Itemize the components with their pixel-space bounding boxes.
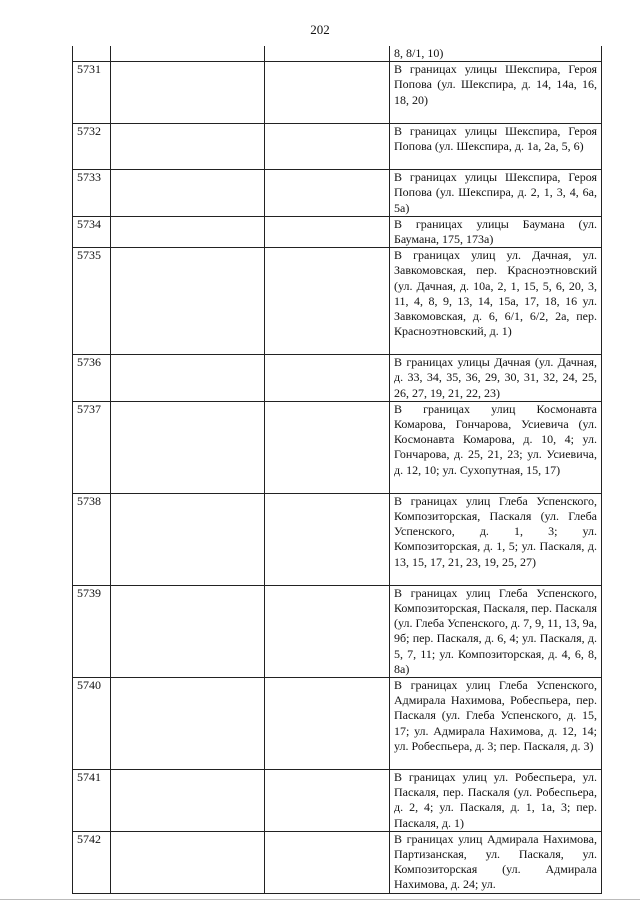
- empty-cell: [265, 401, 390, 493]
- row-description: В границах улиц ул. Робеспьера, ул. Паскаля, пер. Паскаля (ул. Робеспьера, д. 2, 4; ул. Паскаля, д. 1, 1а, 3; пер. Паскаля, д. 1): [390, 770, 602, 832]
- empty-cell: [265, 585, 390, 677]
- table-row: [73, 170, 602, 217]
- empty-cell: [265, 124, 390, 170]
- page-number: 202: [310, 22, 330, 37]
- empty-cell: [111, 493, 265, 585]
- row-description: В границах улиц Глеба Успенского, Адмирала Нахимова, Робеспьера, пер. Паскаля (ул. Глеба Успенского, д. 15, 17; ул. Адмирала Нахимова, д. 12, 14; ул. Робеспьера, д. 3; пер. Паскаля, д. 3): [390, 678, 602, 770]
- row-number: 5734: [73, 216, 111, 247]
- table-row: [73, 770, 602, 832]
- empty-cell: [111, 831, 265, 893]
- empty-cell: [111, 401, 265, 493]
- empty-cell: [111, 124, 265, 170]
- row-number: 5732: [73, 124, 111, 170]
- empty-cell: [111, 248, 265, 355]
- empty-cell: [265, 62, 390, 124]
- table-row: [73, 46, 602, 62]
- row-description: 8, 8/1, 10): [390, 46, 602, 62]
- row-description: В границах улицы Шекспира, Героя Попова (ул. Шекспира, д. 1а, 2а, 5, 6): [390, 124, 602, 170]
- row-number: 5738: [73, 493, 111, 585]
- table-row: [73, 355, 602, 402]
- row-number: 5736: [73, 355, 111, 402]
- empty-cell: [111, 585, 265, 677]
- row-description: В границах улиц Космонавта Комарова, Гончарова, Усиевича (ул. Космонавта Комарова, д. 10, 4; ул. Гончарова, д. 25, 21, 23; ул. Усиевича, д. 12, 10; ул. Сухопутная, 15, 17): [390, 401, 602, 493]
- table-row: [73, 248, 602, 355]
- row-number: 5737: [73, 401, 111, 493]
- empty-cell: [265, 493, 390, 585]
- row-description: В границах улиц ул. Дачная, ул. Завкомовская, пер. Красноэтновский (ул. Дачная, д. 10а, 2, 1, 15, 5, 6, 20, 3, 11, 4, 8, 9, 13, 14, 15а, 17, 18, 16 ул. Завкомовская, д. 6, 6/1, 6/2, 2а, пер. Красноэтновский, д. 1): [390, 248, 602, 355]
- row-description: В границах улиц Адмирала Нахимова, Партизанская, ул. Паскаля, ул. Композиторская (ул. Адмирала Нахимова, д. 24; ул.: [390, 831, 602, 893]
- empty-cell: [111, 678, 265, 770]
- empty-cell: [265, 770, 390, 832]
- row-number: 5739: [73, 585, 111, 677]
- table-row: [73, 124, 602, 170]
- table-row: [73, 831, 602, 893]
- empty-cell: [111, 170, 265, 217]
- row-number: 5742: [73, 831, 111, 893]
- row-description: В границах улиц Глеба Успенского, Композиторская, Паскаля, пер. Паскаля (ул. Глеба Успенского, д. 7, 9, 11, 13, 9а, 9б; пер. Паскаля, д. 6, 4; ул. Паскаля, д. 5, 7, 11; ул. Композиторская, д. 4, 6, 8, 8а): [390, 585, 602, 677]
- row-description: В границах улицы Шекспира, Героя Попова (ул. Шекспира, д. 2, 1, 3, 4, 6а, 5а): [390, 170, 602, 217]
- table-row: [73, 493, 602, 585]
- row-number: 5735: [73, 248, 111, 355]
- empty-cell: [265, 170, 390, 217]
- row-description: В границах улиц Глеба Успенского, Композиторская, Паскаля (ул. Глеба Успенского, д. 1, 3; ул. Композиторская, д. 1, 5; ул. Паскаля, д. 13, 15, 17, 21, 23, 19, 25, 27): [390, 493, 602, 585]
- table-row: [73, 216, 602, 247]
- address-registry-table: [72, 46, 602, 894]
- table-row: [73, 401, 602, 493]
- row-number: 5731: [73, 62, 111, 124]
- table-row: [73, 585, 602, 677]
- empty-cell: [111, 62, 265, 124]
- empty-cell: [265, 831, 390, 893]
- row-number: 5740: [73, 678, 111, 770]
- row-number: 5733: [73, 170, 111, 217]
- empty-cell: [265, 216, 390, 247]
- row-description: В границах улицы Баумана (ул. Баумана, 175, 173а): [390, 216, 602, 247]
- empty-cell: [111, 770, 265, 832]
- table-row: [73, 678, 602, 770]
- row-description: В границах улицы Шекспира, Героя Попова (ул. Шекспира, д. 14, 14а, 16, 18, 20): [390, 62, 602, 124]
- row-number: 5741: [73, 770, 111, 832]
- row-number: [73, 46, 111, 62]
- empty-cell: [111, 46, 265, 62]
- row-description: В границах улицы Дачная (ул. Дачная, д. 33, 34, 35, 36, 29, 30, 31, 32, 24, 25, 26, 27, 19, 21, 22, 23): [390, 355, 602, 402]
- empty-cell: [265, 678, 390, 770]
- empty-cell: [111, 355, 265, 402]
- empty-cell: [265, 355, 390, 402]
- empty-cell: [265, 46, 390, 62]
- empty-cell: [265, 248, 390, 355]
- empty-cell: [111, 216, 265, 247]
- scan-edge-line: [0, 899, 640, 900]
- table-row: [73, 62, 602, 124]
